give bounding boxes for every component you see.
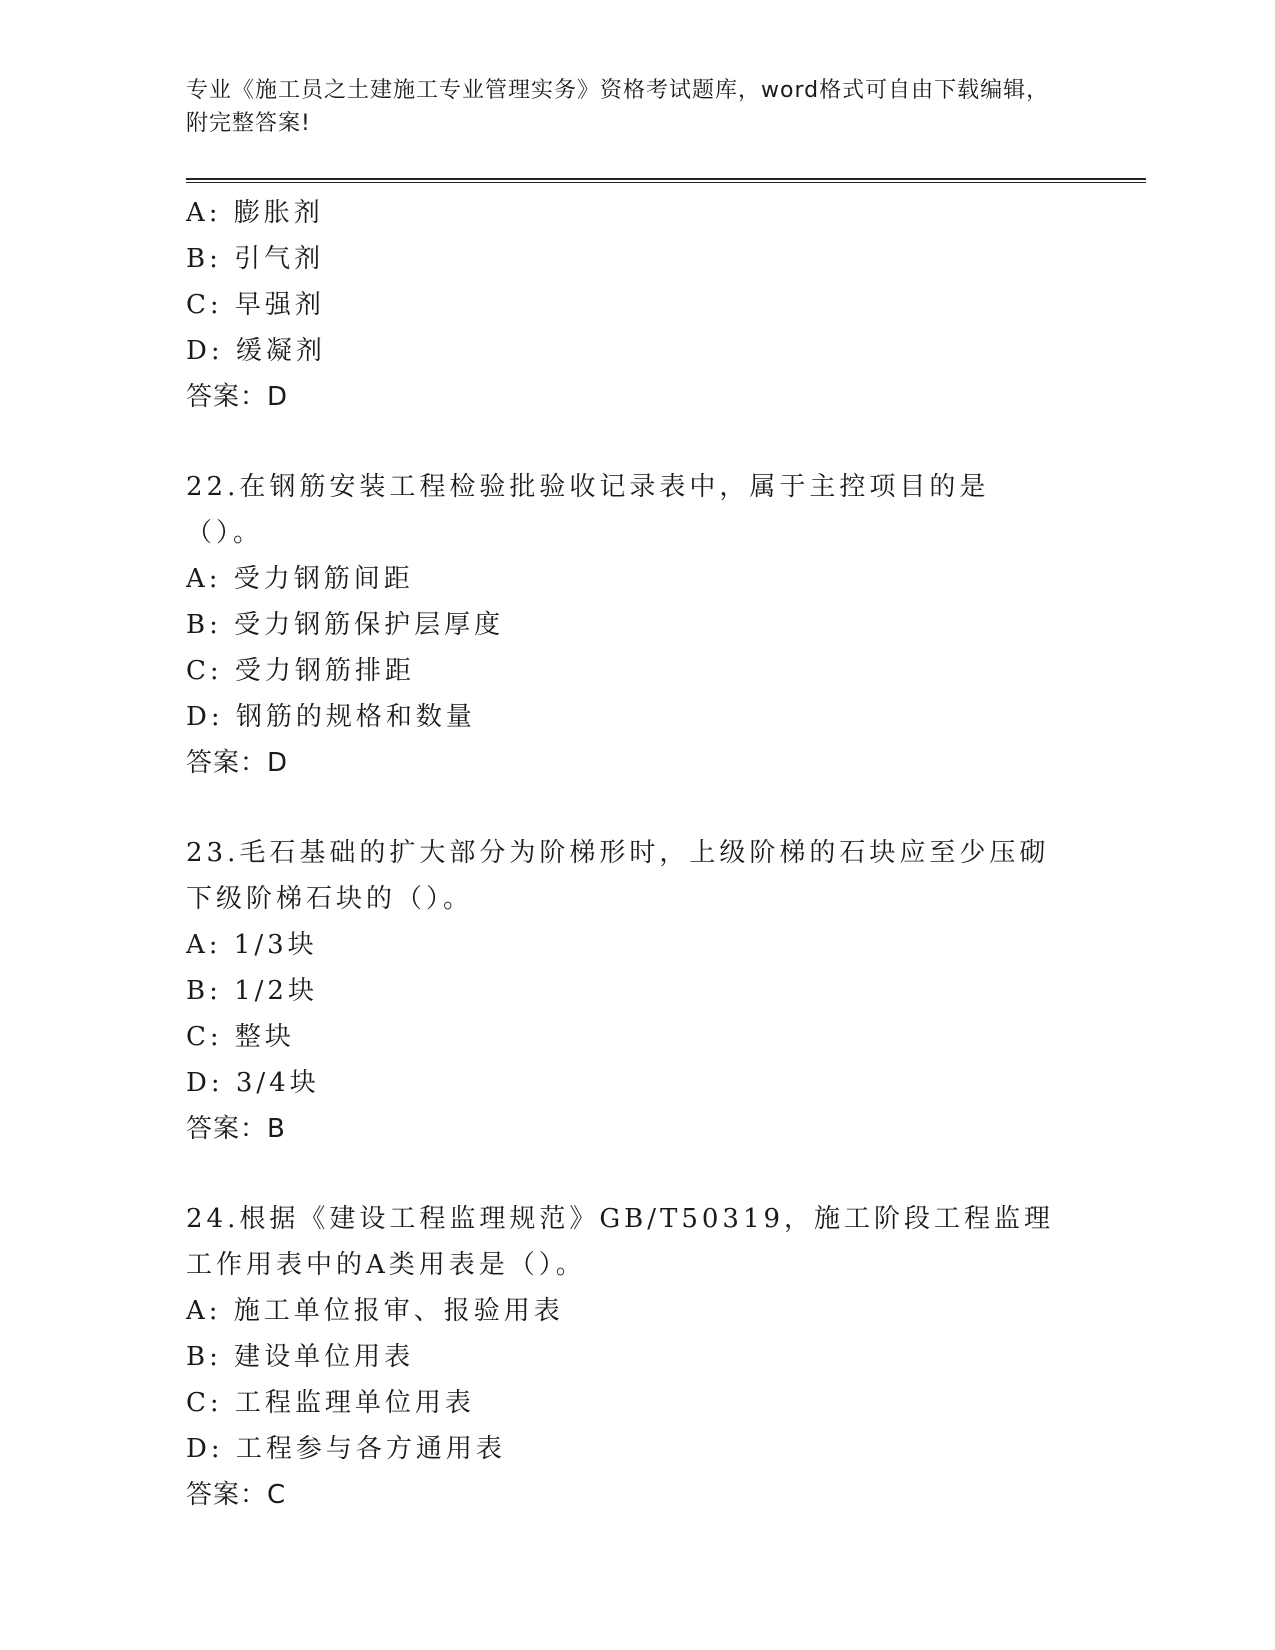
option-c: C: 早强剂 [186, 290, 325, 320]
option-a: A: 受力钢筋间距 [186, 564, 414, 594]
question-block-23 [186, 830, 1126, 1152]
option-d: D: 工程参与各方通用表 [186, 1434, 506, 1464]
option-c: C: 受力钢筋排距 [186, 656, 415, 686]
spacer [186, 786, 1126, 830]
option-b: B: 受力钢筋保护层厚度 [186, 610, 505, 640]
option-b: B: 1/2块 [186, 976, 318, 1006]
option-a: A: 膨胀剂 [186, 198, 324, 228]
option-a: A: 1/3块 [186, 930, 318, 960]
option-a: A: 施工单位报审、报验用表 [186, 1296, 564, 1326]
option-d: D: 缓凝剂 [186, 336, 326, 366]
option-c: C: 整块 [186, 1022, 295, 1052]
question-stem: 22.在钢筋安装工程检验批验收记录表中，属于主控项目的是（）。 [186, 472, 990, 548]
answer-line: 答案：D [186, 382, 289, 412]
question-stem: 24.根据《建设工程监理规范》GB/T50319，施工阶段工程监理工作用表中的A类用表是（）。 [186, 1204, 1055, 1280]
spacer [186, 1152, 1126, 1196]
question-block-22 [186, 464, 1126, 786]
option-d: D: 3/4块 [186, 1068, 320, 1098]
document-header: 专业《施工员之土建施工专业管理实务》资格考试题库，word格式可自由下载编辑，附完整答案! [186, 78, 1050, 136]
spacer [186, 420, 1126, 464]
answer-line: 答案：C [186, 1480, 287, 1510]
option-b: B: 引气剂 [186, 244, 325, 274]
answer-line: 答案：D [186, 748, 289, 778]
question-block-24 [186, 1196, 1126, 1518]
question-content [186, 190, 1126, 1518]
option-c: C: 工程监理单位用表 [186, 1388, 475, 1418]
question-block-21 [186, 190, 1126, 420]
option-d: D: 钢筋的规格和数量 [186, 702, 476, 732]
question-stem: 23.毛石基础的扩大部分为阶梯形时，上级阶梯的石块应至少压砌下级阶梯石块的（）。 [186, 838, 1050, 914]
option-b: B: 建设单位用表 [186, 1342, 415, 1372]
header-divider [186, 178, 1146, 183]
answer-line: 答案：B [186, 1114, 286, 1144]
